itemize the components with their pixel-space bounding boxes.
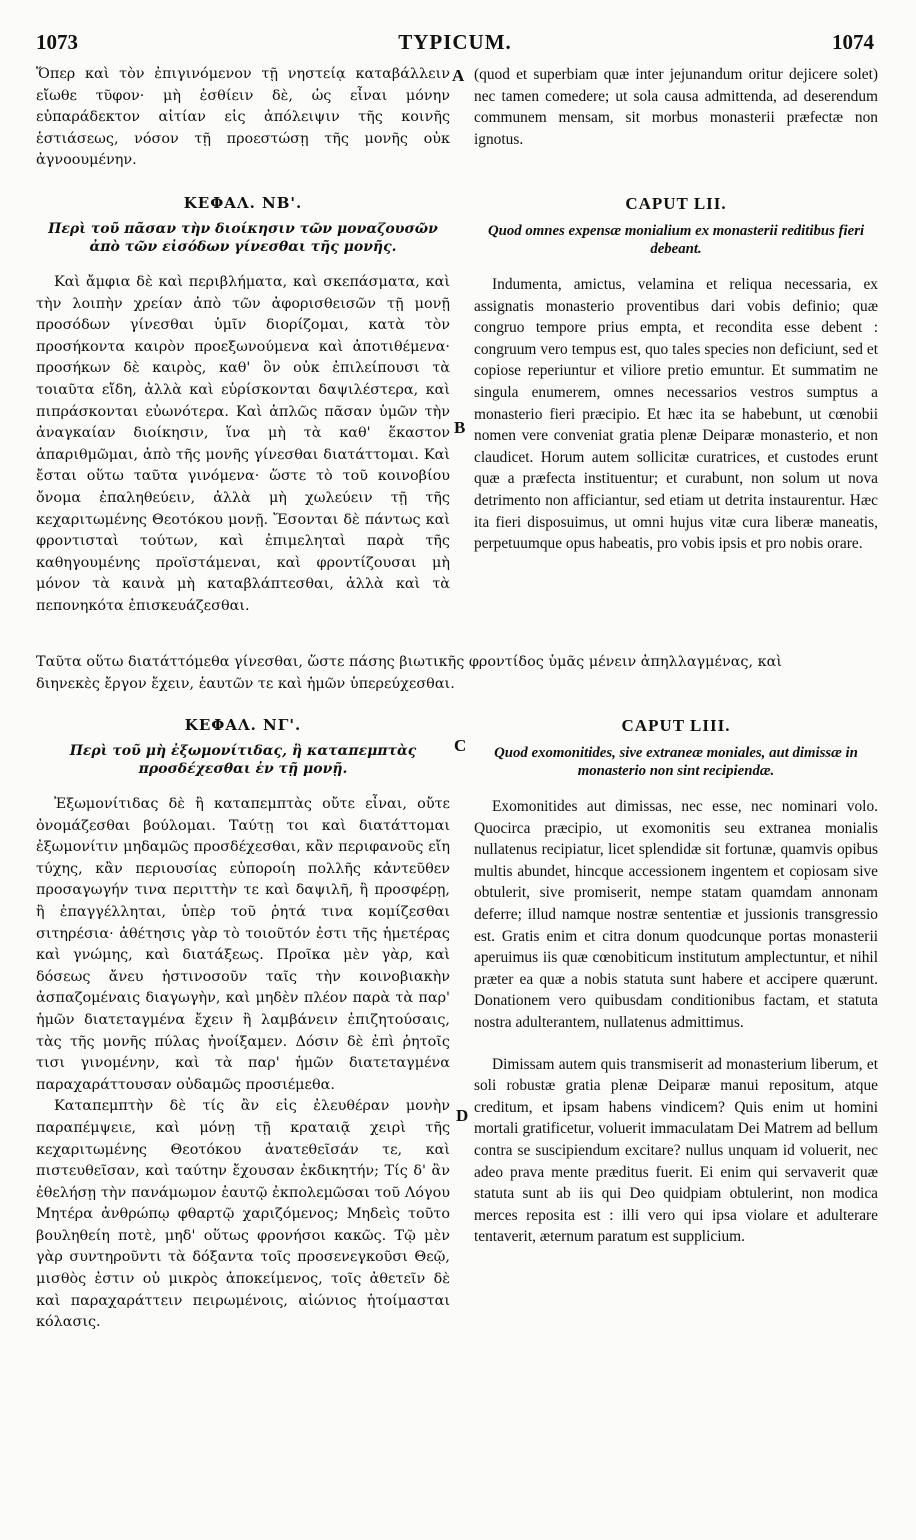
greek-continuation-text: Ὅπερ καὶ τὸν ἐπιγινόμενον τῇ νηστείᾳ καταβάλλειν εἴωθε τῦφον· μὴ ἐσθίειν δὲ, ὡς εἶναι μόνην εὐπαράδεκτον αἰτίαν εἰς ἀπόλειψιν τῆς κοινῆς ἑστιάσεως, νόσον τῇ προεστώσῃ τῆς μονῆς οὐκ ἀγνοουμένην. xyxy=(36,66,450,169)
latin-continuation-text: (quod et superbiam quæ inter jejunandum oritur dejicere solet) nec tamen comedere; ut sola causa admittenda, ad deserendum communem mensam, sit morbus monasterii præfectæ non ignotus. xyxy=(474,66,878,148)
spanning-line-2: διηνεκὲς ἔργον ἔχειν, ἑαυτῶν τε καὶ ἡμῶν ὑπερεύχεσθαι. xyxy=(36,675,455,692)
spanning-line-1: Ταῦτα οὕτω διατάττόμεθα γίνεσθαι, ὥστε πάσης βιωτικῆς φροντίδος ὑμᾶς μένειν ἀπηλλαγμένας, καὶ xyxy=(36,654,782,670)
latin-continuation xyxy=(474,64,878,150)
greek-chapter-52 xyxy=(36,194,450,618)
margin-marker-b: B xyxy=(454,418,466,437)
running-title: TYPICUM. xyxy=(398,30,512,54)
latin-chapter-53-heading: CAPUT LIII. xyxy=(621,716,731,735)
margin-marker-c: C xyxy=(454,736,467,755)
latin-chapter-53-title: Quod exomonitides, sive extraneæ moniales, aut dimissæ in monasterio non sint recipiendæ. xyxy=(494,745,858,779)
greek-chapter-53-para-1: Ἐξωμονίτιδας δὲ ἢ καταπεμπτὰς οὔτε εἶναι, οὔτε ὀνομάζεσθαι βούλομαι. Ταύτῃ τοι καὶ διατάττομαι ἐξωμονίτιν μηδαμῶς προσδέχεσθαι, κἂν περιφανοῦς εἴη τύχης, κἂν περιουσίας εὐποροίη πολλῆς κἀντεῦθεν προσαγωγήν τινα περιττὴν τε καὶ δαψιλῆ, ἢ προσφέρῃ, ἢ ἐπαγγέλληται, ὑπὲρ τοῦ ῥητά τινα κομίζεσθαι σιτηρέσια· ἀθέτησις γὰρ τὸ τοιοῦτόν ἐστι τῆς ἡμετέρας καὶ γνώμης, καὶ διατάξεως. Προῖκα μὲν γὰρ, καὶ δόσεως ἄνευ ἡστινοσοῦν ταῖς τὴν κοινοβιακὴν ἀσπαζομέναις διαγωγὴν, καὶ μηδὲν πλέον παρὰ τὰ παρ' ἡμῶν διατεταγμένα ἔχειν ἢ λαμβάνειν ἐπιζητούσαις, τὰς τῆς μονῆς πύλας ἠνοίξαμεν. Δόσιν δὲ ἐπὶ ῥητοῖς τισι γινομένην, καὶ τὰ παρ' ἡμῶν διατεταγμένα παραχαράττουσαν οὐδαμῶς προσιέμεθα. xyxy=(36,796,450,1093)
greek-chapter-52-heading: ΚΕΦΑΛ. ΝΒ'. xyxy=(183,194,303,212)
right-page-number: 1074 xyxy=(832,30,874,54)
margin-marker-d: D xyxy=(456,1106,469,1125)
greek-chapter-52-text: Καὶ ἄμφια δὲ καὶ περιβλήματα, καὶ σκεπάσματα, καὶ τὴν λοιπὴν χρείαν ἀπὸ τῶν ἀφορισθεισῶν τῇ μονῇ προσόδων γίνεσθαι ὑμῖν διορίζομαι, κατὰ τὸν προσήκοντα καιρὸν προεξωνούμενα καὶ ἀποτιθέμενα· προσήκων δὲ καιρὸς, καθ' ὃν οὐκ ἐπιλείπουσι τὰ τοιαῦτα εἴδη, ἀλλὰ καὶ εὑρίσκονται δαψιλέστερα, καὶ πιπράσκονται εὐωνότερα. Καὶ ἁπλῶς πᾶσαν ὑμῶν τὴν ἀναγκαίαν διοίκησιν, ἵνα μὴ τὰ καθ' ἕκαστον ἀπαριθμῶμαι, ἀπὸ τῆς μονῆς γίνεσθαι διατάττομαι. Καὶ ἔσται οὕτω ταῦτα γινόμενα· ὥστε τὸ τοῦ κοινοβίου ὄνομα ἐπαληθεύειν, ἀλλὰ μὴ χωλεύειν τῇ τῆς κεχαριτωμένης Θεοτόκου μονῇ. Ἔσονται δὲ πάντως καὶ φροντισταὶ τούτων, καὶ ἐπιμεληταὶ παρὰ τῆς καθηγουμένης προϊστάμεναι, καὶ φροντίζουσαι μὴ μόνον τὰ καινὰ μὴ καταβλάπτεσθαι, ἀλλὰ καὶ τὰ πεπονηκότα ἐπισκευάζεσθαι. xyxy=(36,274,450,614)
latin-chapter-53 xyxy=(474,716,878,1248)
page-header xyxy=(36,30,874,58)
greek-continuation xyxy=(36,64,450,172)
latin-chapter-53-para-2: Dimissam autem quis transmiserit ad monasterium liberum, et soli robustæ gratia plenæ Deiparæ manui repositum, atque creditum, et ipsam habens vindicem? Quis enim ut homini mortali gratificetur, voluerit immaculatam Dei Matrem ad bellum contra se suscipiendum excitare? nullus unquam id voluerit, nec adeo prava mente præditus fuerit. Ei enim qui servaverit quæ statuta sunt ab iis qui Deo quidpiam obtulerint, non modica merces reposita est : illi vero qui ipsa violare et adulterare tentaverit, æternum paratum est supplicium. xyxy=(474,1055,878,1246)
greek-chapter-53-title: Περὶ τοῦ μὴ ἐξωμονίτιδας, ἢ καταπεμπτὰς προσδέχεσθαι ἐν τῇ μονῇ. xyxy=(69,743,417,777)
greek-chapter-53-para-2: Καταπεμπτὴν δὲ τίς ἂν εἰς ἐλευθέραν μονὴν παραπέμψειε, καὶ μόνῃ τῇ κραταιᾷ χειρὶ τῆς κεχαριτωμένης Θεοτόκου ἀνατεθεῖσάν τε, καὶ πιστευθεῖσαν, καὶ ταύτην ἔχουσαν ἐκδικητήν; Τίς δ' ἂν ἐθελήσῃ τὴν πανάμωμον ἑαυτῷ ἐκπολεμῶσαι τοῦ Λόγου Μητέρα ἀνθρώπῳ φθαρτῷ χαριζόμενος; Μηδεὶς τοῦτο βουληθείη ποτὲ, μηδ' οὕτως φρονήσοι κακῶς. Τῷ μὲν γὰρ συντηροῦντι τὰ δόξαντα τοῖς προσενεγκοῦσι Θεῷ, μισθὸς ἐστιν οὐ μικρὸς ἀποκείμενος, τοῖς ἀθετεῖν δὲ καὶ παραχαράττειν πειρωμένοις, αἰώνιος ἡτοίμασται κόλασις. xyxy=(36,1098,450,1331)
latin-chapter-52-title: Quod omnes expensæ monialium ex monasterii reditibus fieri debeant. xyxy=(487,223,865,257)
margin-marker-a: A xyxy=(452,66,465,85)
spanning-text xyxy=(36,652,878,695)
greek-chapter-53-heading: ΚΕΦΑΛ. ΝΓ'. xyxy=(184,716,302,734)
latin-chapter-52-text: Indumenta, amictus, velamina et reliqua necessaria, ex assignatis monasterio proventibus dari vobis definio; quæ congruo tempore prius empta, et recondita esse debent : congruum vero tempus est, quo tales species non deficiunt, sed et copiose reperiuntur et viliore pretio emuntur. Et summatim ne singula enumerem, omnes necessarios vestros sumptus a monasterio fieri præcipio. Et hæc ita se habebunt, ut cœnobii nomen vere conveniat gratia plenæ Deiparæ monasterio, et non claudicet. Horum autem sollicitæ curatrices, et custodes erunt quæ a præfecta instituentur; et curabunt, non solum ut nova detrimento non afficiantur, sed etiam ut detrita instaurentur. Hæc ita fieri disposuimus, ut omni hujus vitæ cura liberæ maneatis, perpetuumque opus habeatis, pro vobis ipsis et pro nobis orare. xyxy=(474,276,878,553)
latin-chapter-52 xyxy=(474,194,878,555)
latin-chapter-52-heading: CAPUT LII. xyxy=(625,194,727,213)
greek-chapter-52-title: Περὶ τοῦ πᾶσαν τὴν διοίκησιν τῶν μοναζουσῶν ἀπὸ τῶν εἰσόδων γίνεσθαι τῆς μονῆς. xyxy=(48,221,438,255)
greek-chapter-53 xyxy=(36,716,450,1334)
latin-chapter-53-para-1: Exomonitides aut dimissas, nec esse, nec nominari volo. Quocirca præcipio, ut exomonitis seu extranea monialis nullatenus recipiatur, licet splendidæ sit fortunæ, quamvis opibus multis abundet, hincque accessionem ingentem et copiosam sive obtulerit, sive promiserit, nempe statam quamdam annonam deferre; illud namque nostræ sententiæ et jussionis transgressio est. Gratis enim et citra donum quodcunque portas monasterii aperuimus iis quæ cœnobiticum institutum amplectuntur, et nihil præter ea quæ a nobis statuta sunt habere et accipere quærunt. Donationem vero quibusdam conditionibus factam, et statuta nostra adulterantem, nullatenus admittimus. xyxy=(474,798,878,1031)
left-page-number: 1073 xyxy=(36,30,78,54)
